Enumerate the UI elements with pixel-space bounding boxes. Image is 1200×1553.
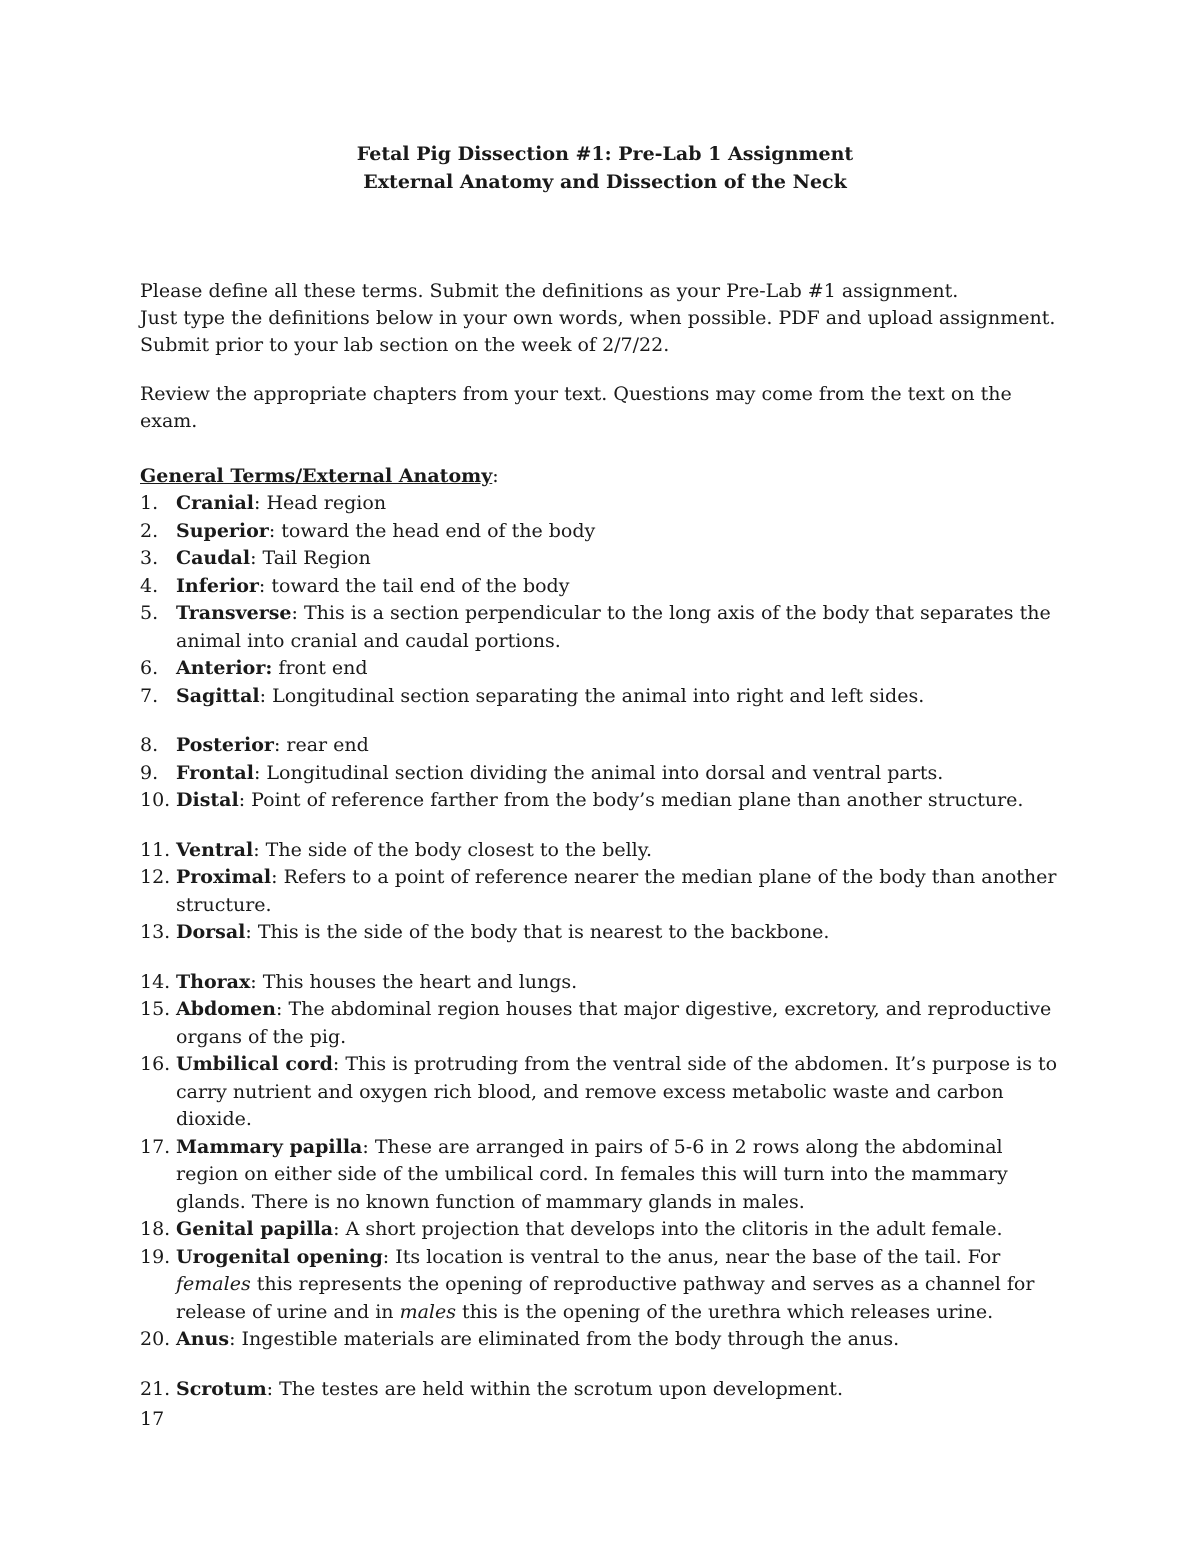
list-item: [140, 864, 1070, 919]
term-definition: Longitudinal section separating the animal into right and left sides.: [272, 684, 925, 707]
term-definition: this represents the opening of reproductive pathway and serves as a channel for release of urine and in: [176, 1273, 1035, 1323]
term-name: Inferior: [176, 574, 259, 597]
term-separator: :: [250, 970, 263, 993]
section-heading-colon: :: [492, 465, 499, 487]
term-name: Mammary papilla: [176, 1135, 363, 1158]
term-name: Genital papilla: [176, 1218, 334, 1240]
list-item: [140, 1326, 1070, 1354]
list-item: [140, 919, 1070, 947]
term-name: Transverse: [176, 602, 292, 624]
item-number: 15.: [140, 998, 171, 1020]
term-definition: rear end: [286, 734, 369, 756]
term-definition: The testes are held within the scrotum upon development.: [279, 1377, 843, 1400]
term-name: Sagittal: [176, 684, 260, 707]
list-item: [140, 1051, 1070, 1134]
term-name: Proximal: [176, 866, 272, 888]
term-name: Urogenital opening: [176, 1245, 383, 1268]
term-separator: :: [273, 734, 287, 756]
term-name: Posterior: [176, 734, 274, 756]
term-definition: front end: [278, 657, 368, 679]
term-separator: :: [253, 838, 266, 861]
list-item: [140, 600, 1070, 655]
item-number: 2.: [140, 519, 159, 542]
review-note: Review the appropriate chapters from your text. Questions may come from the text on the exam.: [140, 383, 1012, 432]
title-line-1: Fetal Pig Dissection #1: Pre-Lab 1 Assignment: [356, 143, 854, 165]
term-definition: toward the head end of the body: [281, 519, 596, 542]
instruction-line-3: Submit prior to your lab section on the week of 2/7/22.: [140, 334, 670, 356]
list-item: [140, 1134, 1070, 1217]
term-name: Thorax: [176, 970, 251, 993]
term-separator: :: [382, 1245, 396, 1268]
term-definition: Longitudinal section dividing the animal into dorsal and ventral parts.: [266, 761, 944, 784]
instruction-line-2: Just type the definitions below in your own words, when possible. PDF and upload assignment.: [140, 307, 1056, 329]
item-number: 6.: [140, 657, 159, 679]
term-name: Umbilical cord: [176, 1053, 333, 1075]
list-item: [140, 490, 1070, 518]
document-page: [140, 140, 1070, 1403]
term-separator: :: [332, 1053, 346, 1075]
term-separator: :: [254, 492, 267, 514]
list-item: [140, 518, 1070, 546]
section-heading: [140, 463, 1070, 490]
instruction-line-1: Please define all these terms. Submit the definitions as your Pre-Lab #1 assignment.: [140, 280, 959, 302]
term-name: Anterior:: [176, 657, 273, 679]
item-number: 16.: [140, 1053, 171, 1075]
item-number: 7.: [140, 684, 159, 707]
list-item: [140, 683, 1070, 711]
term-definition: These are arranged in pairs of 5-6 in 2 rows along the abdominal region on either side of the umbilical cord. In females this will turn into the mammary glands. There is no known function of mammary glands in males.: [176, 1135, 1008, 1213]
term-definition: The abdominal region houses that major digestive, excretory, and reproductive organs of the pig.: [176, 998, 1052, 1048]
item-number: 10.: [140, 789, 171, 811]
term-name: Anus: [176, 1328, 230, 1350]
term-separator: :: [268, 519, 282, 542]
item-number: 3.: [140, 547, 159, 569]
item-number: 9.: [140, 761, 159, 784]
list-item: [140, 837, 1070, 865]
instructions: [140, 278, 1070, 359]
term-separator: :: [229, 1328, 242, 1350]
item-number: 11.: [140, 838, 171, 861]
item-number: 18.: [140, 1218, 171, 1240]
term-definition: toward the tail end of the body: [271, 574, 570, 597]
term-separator: :: [333, 1218, 346, 1240]
term-separator: :: [253, 761, 267, 784]
list-item: [140, 969, 1070, 997]
item-number: 20.: [140, 1328, 171, 1350]
term-name: Frontal: [176, 761, 254, 784]
term-definition: Its location is ventral to the anus, near the base of the tail. For: [395, 1245, 1001, 1268]
item-number: 8.: [140, 734, 159, 756]
term-definition: Tail Region: [262, 547, 371, 569]
term-definition: Head region: [266, 492, 387, 514]
title-line-2: External Anatomy and Dissection of the Neck: [363, 171, 847, 193]
term-definition: A short projection that develops into the clitoris in the adult female.: [345, 1218, 1003, 1240]
item-number: 5.: [140, 602, 159, 624]
term-separator: :: [271, 866, 284, 888]
item-number: 1.: [140, 492, 159, 514]
page-number: 17: [140, 1408, 165, 1430]
term-separator: :: [250, 547, 263, 569]
item-number: 21.: [140, 1377, 171, 1400]
item-number: 17.: [140, 1135, 171, 1158]
list-item: [140, 1244, 1070, 1327]
term-name: Ventral: [176, 838, 254, 861]
list-item: [140, 787, 1070, 815]
list-item: [140, 996, 1070, 1051]
term-name: Distal: [176, 789, 239, 811]
terms-list: [140, 490, 1070, 1403]
list-item: [140, 545, 1070, 573]
list-item: [140, 1216, 1070, 1244]
term-separator: :: [238, 789, 252, 811]
item-number: 13.: [140, 921, 171, 943]
term-separator: :: [276, 998, 289, 1020]
italic-word: females: [176, 1273, 251, 1295]
list-item: [140, 760, 1070, 788]
item-number: 4.: [140, 574, 159, 597]
term-separator: :: [258, 574, 272, 597]
term-definition: this is the opening of the urethra which releases urine.: [455, 1300, 994, 1323]
list-item: [140, 655, 1070, 683]
term-separator: :: [245, 921, 258, 943]
term-definition: The side of the body closest to the belly.: [265, 838, 652, 861]
term-separator: :: [291, 602, 304, 624]
term-name: Abdomen: [176, 998, 276, 1020]
item-number: 14.: [140, 970, 171, 993]
term-definition: Refers to a point of reference nearer the median plane of the body than another structure.: [176, 866, 1057, 916]
term-definition: This is the side of the body that is nearest to the backbone.: [257, 921, 830, 943]
term-name: Cranial: [176, 492, 255, 514]
term-definition: This is a section perpendicular to the long axis of the body that separates the animal into cranial and caudal portions.: [176, 602, 1051, 652]
term-definition: Point of reference farther from the body’s median plane than another structure.: [251, 789, 1024, 811]
section-heading-text: General Terms/External Anatomy: [140, 465, 493, 487]
term-separator: :: [259, 684, 273, 707]
term-definition: This is protruding from the ventral side of the abdomen. It’s purpose is to carry nutrient and oxygen rich blood, and remove excess metabolic waste and carbon dioxide.: [176, 1053, 1058, 1130]
item-number: 12.: [140, 866, 171, 888]
term-name: Scrotum: [176, 1377, 267, 1400]
document-title: [140, 140, 1070, 196]
item-number: 19.: [140, 1245, 171, 1268]
list-item: [140, 732, 1070, 760]
term-name: Dorsal: [176, 921, 246, 943]
list-item: [140, 573, 1070, 601]
term-name: Caudal: [176, 547, 251, 569]
list-item: [140, 1376, 1070, 1404]
term-separator: :: [362, 1135, 375, 1158]
term-name: Superior: [176, 519, 269, 542]
term-definition: Ingestible materials are eliminated from the body through the anus.: [241, 1328, 900, 1350]
term-separator: :: [266, 1377, 280, 1400]
italic-word: males: [399, 1300, 456, 1323]
term-definition: This houses the heart and lungs.: [262, 970, 578, 993]
